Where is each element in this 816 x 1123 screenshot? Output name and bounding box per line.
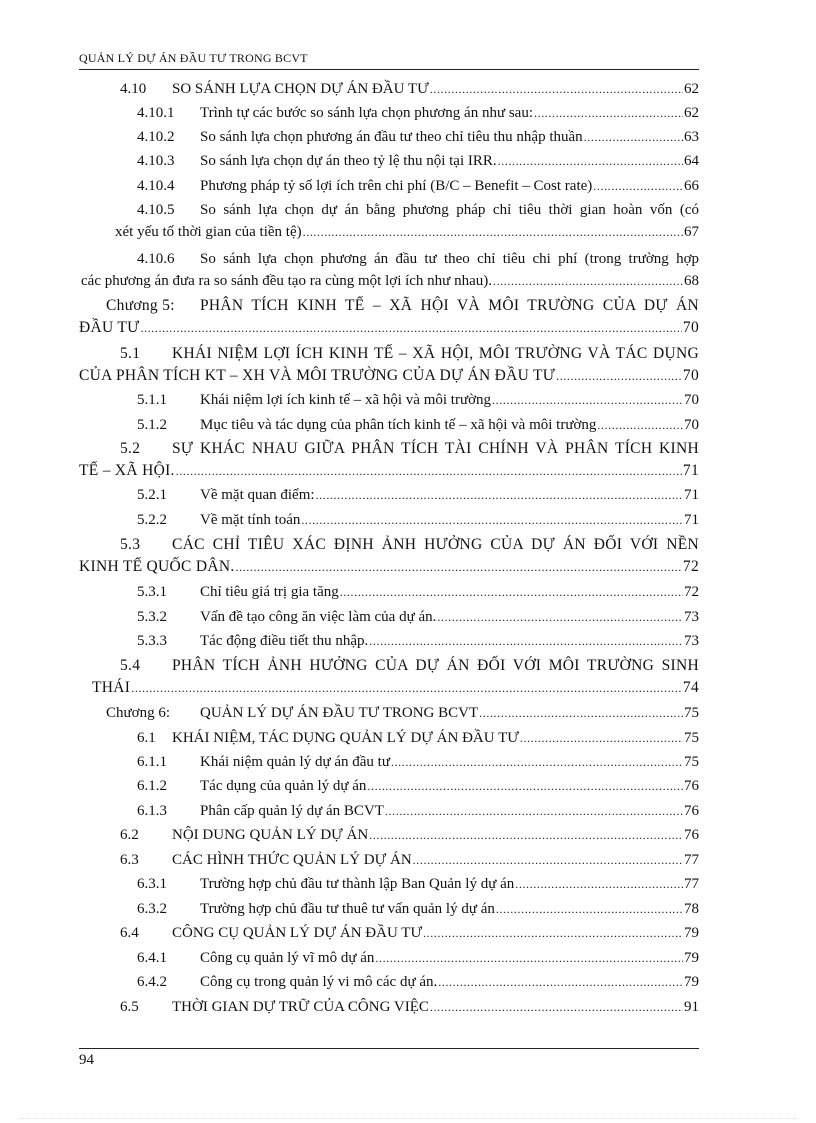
toc-entry-title: PHÂN TÍCH ẢNH HƯỞNG CỦA DỰ ÁN ĐỐI VỚI MÔI TRƯỜNG SINH	[172, 657, 699, 674]
toc-entry-page: 72	[682, 558, 699, 575]
toc-entry-number: 4.10.5	[137, 202, 175, 218]
toc-entry-title-continued: TẾ – XÃ HỘI.	[79, 462, 175, 479]
toc-entry[interactable]	[79, 996, 699, 1018]
toc-entry-page: 71	[684, 512, 699, 528]
toc-leader-dots	[375, 947, 683, 969]
toc-entry-title-continued: CỦA PHÂN TÍCH KT – XH VÀ MÔI TRƯỜNG CỦA DỰ ÁN ĐẦU TƯ	[79, 367, 556, 384]
toc-leader-dots	[369, 630, 683, 652]
toc-entry-page: 70	[684, 392, 699, 408]
toc-entry-title: Mục tiêu và tác dụng của phân tích kinh tế – xã hội và môi trường	[200, 417, 597, 433]
toc-entry-page: 79	[684, 950, 699, 966]
toc-entry-number: Chương 6:	[106, 705, 170, 721]
toc-entry-number: 5.2.2	[137, 512, 167, 528]
toc-entry-page: 74	[682, 679, 699, 696]
toc-entry-page: 62	[684, 81, 699, 97]
page-edge-divider	[20, 1118, 796, 1119]
toc-entry-page: 70	[682, 319, 699, 336]
toc-entry-number: 6.4.2	[137, 974, 167, 990]
toc-leader-dots	[385, 800, 683, 822]
toc-entry-title: Tác dụng của quản lý dự án	[200, 778, 367, 794]
toc-entry-title: Về mặt quan điểm:	[200, 487, 315, 503]
toc-entry-page: 76	[684, 803, 699, 819]
toc-leader-dots	[496, 898, 683, 920]
toc-entry-page: 75	[684, 705, 699, 721]
toc-entry-page: 77	[684, 876, 699, 892]
toc-entry-title-continued: xét yếu tố thời gian của tiền tệ)	[115, 224, 302, 240]
toc-entry-page: 73	[684, 633, 699, 649]
toc-entry[interactable]	[79, 414, 699, 436]
toc-entry-title: QUẢN LÝ DỰ ÁN ĐẦU TƯ TRONG BCVT	[200, 705, 479, 721]
toc-entry[interactable]	[79, 175, 699, 197]
toc-entry[interactable]	[79, 484, 699, 506]
toc-entry-number: 4.10	[120, 81, 147, 97]
toc-entry-page: 79	[684, 925, 699, 941]
toc-leader-dots	[556, 365, 682, 387]
toc-entry[interactable]	[79, 922, 699, 944]
toc-leader-dots	[438, 971, 683, 993]
toc-leader-dots	[593, 175, 683, 197]
toc-entry[interactable]	[79, 295, 699, 339]
toc-entry-number: 6.4	[120, 925, 139, 941]
toc-leader-dots	[498, 150, 683, 172]
toc-leader-dots	[176, 460, 682, 482]
toc-entry-number: 5.2.1	[137, 487, 167, 503]
toc-entry[interactable]	[79, 655, 699, 699]
toc-leader-dots	[492, 389, 683, 411]
toc-entry-page: 71	[682, 462, 699, 479]
toc-leader-dots	[597, 414, 683, 436]
toc-entry-title: KHÁI NIỆM, TÁC DỤNG QUẢN LÝ DỰ ÁN ĐẦU TƯ	[172, 730, 519, 746]
toc-entry[interactable]	[79, 534, 699, 578]
toc-entry-number: 6.1.2	[137, 778, 167, 794]
toc-entry-title: So sánh lựa chọn dự án theo tỷ lệ thu nội tại IRR.	[200, 153, 497, 169]
toc-leader-dots	[430, 78, 683, 100]
toc-entry-number: 5.3.1	[137, 584, 167, 600]
toc-entry[interactable]	[79, 702, 699, 724]
toc-entry-number: 6.1	[137, 730, 156, 746]
toc-entry[interactable]	[79, 727, 699, 749]
toc-entry-title: Khái niệm quản lý dự án đầu tư	[200, 754, 390, 770]
toc-entry-number: 6.2	[120, 827, 139, 843]
toc-entry-title: Chỉ tiêu giá trị gia tăng	[200, 584, 339, 600]
toc-entry[interactable]	[79, 824, 699, 846]
toc-entry-page: 91	[684, 999, 699, 1015]
toc-entry[interactable]	[79, 248, 699, 292]
toc-entry-number: 5.2	[120, 440, 141, 457]
toc-entry-number: Chương 5:	[106, 297, 175, 314]
toc-entry-title: THỜI GIAN DỰ TRỮ CỦA CÔNG VIỆC	[172, 999, 429, 1015]
toc-entry-number: 6.4.1	[137, 950, 167, 966]
toc-entry-title: Tác động điều tiết thu nhập.	[200, 633, 369, 649]
toc-entry-number: 5.3.2	[137, 609, 167, 625]
toc-entry-page: 75	[684, 730, 699, 746]
page-number: 94	[79, 1052, 94, 1068]
toc-leader-dots	[413, 849, 683, 871]
toc-entry-title: So sánh lựa chọn dự án bằng phương pháp chỉ tiêu thời gian hoàn vốn (có	[200, 202, 699, 218]
toc-entry-number: 4.10.4	[137, 178, 175, 194]
toc-entry-number: 5.3	[120, 536, 141, 553]
toc-leader-dots	[316, 484, 683, 506]
toc-entry-title: Trình tự các bước so sánh lựa chọn phương án như sau:	[200, 105, 533, 121]
toc-entry-number: 4.10.2	[137, 129, 175, 145]
toc-entry[interactable]	[79, 199, 699, 243]
toc-leader-dots	[301, 509, 683, 531]
toc-entry[interactable]	[79, 751, 699, 773]
toc-entry-title: KHÁI NIỆM LỢI ÍCH KINH TẾ – XÃ HỘI, MÔI TRƯỜNG VÀ TÁC DỤNG	[172, 345, 699, 362]
toc-entry-page: 76	[684, 827, 699, 843]
toc-entry-title: CÔNG CỤ QUẢN LÝ DỰ ÁN ĐẦU TƯ	[172, 925, 423, 941]
toc-entry-page: 64	[684, 153, 699, 169]
toc-entry[interactable]	[79, 581, 699, 603]
toc-entry[interactable]	[79, 102, 699, 124]
toc-entry-page: 77	[684, 852, 699, 868]
toc-entry[interactable]	[79, 78, 699, 100]
toc-entry-title: Khái niệm lợi ích kinh tế – xã hội và môi trường	[200, 392, 492, 408]
toc-entry-title-continued: KINH TẾ QUỐC DÂN.	[79, 558, 235, 575]
toc-entry-number: 4.10.1	[137, 105, 175, 121]
toc-entry-page: 71	[684, 487, 699, 503]
toc-entry-page: 75	[684, 754, 699, 770]
toc-entry[interactable]	[79, 800, 699, 822]
toc-leader-dots	[493, 270, 683, 292]
toc-entry-page: 70	[684, 417, 699, 433]
toc-entry-page: 63	[684, 129, 699, 145]
toc-entry[interactable]	[79, 775, 699, 797]
toc-entry[interactable]	[79, 389, 699, 411]
toc-entry-number: 6.1.1	[137, 754, 167, 770]
toc-leader-dots	[140, 317, 681, 339]
toc-entry-title: SỰ KHÁC NHAU GIỮA PHÂN TÍCH TÀI CHÍNH VÀ PHÂN TÍCH KINH	[172, 440, 699, 457]
toc-entry[interactable]	[79, 343, 699, 387]
toc-entry-title: NỘI DUNG QUẢN LÝ DỰ ÁN	[172, 827, 369, 843]
toc-entry-page: 76	[684, 778, 699, 794]
running-header: QUẢN LÝ DỰ ÁN ĐẦU TƯ TRONG BCVT	[79, 51, 699, 70]
toc-entry-number: 5.4	[120, 657, 141, 674]
toc-entry[interactable]	[79, 606, 699, 628]
toc-leader-dots	[369, 824, 683, 846]
toc-entry-number: 5.3.3	[137, 633, 167, 649]
toc-entry[interactable]	[79, 438, 699, 482]
toc-entry-page: 72	[684, 584, 699, 600]
toc-entry-title-continued: THÁI	[92, 679, 131, 696]
toc-entry-number: 6.1.3	[137, 803, 167, 819]
toc-leader-dots	[367, 775, 683, 797]
toc-entry[interactable]	[79, 898, 699, 920]
toc-entry-page: 68	[684, 273, 699, 289]
toc-entry[interactable]	[79, 849, 699, 871]
toc-entry-title: So sánh lựa chọn phương án đầu tư theo chỉ tiêu chi phí (trong trường hợp	[200, 251, 699, 267]
toc-entry-page: 66	[684, 178, 699, 194]
toc-entry-title: Công cụ quản lý vĩ mô dự án	[200, 950, 375, 966]
toc-entry-page: 78	[684, 901, 699, 917]
toc-entry-title: Trường hợp chủ đầu tư thành lập Ban Quản lý dự án	[200, 876, 515, 892]
toc-entry-title-continued: các phương án đưa ra so sánh đều tạo ra cùng một lợi ích như nhau).	[81, 273, 492, 289]
toc-entry-page: 70	[682, 367, 699, 384]
toc-entry-title: Về mặt tính toán	[200, 512, 301, 528]
toc-entry[interactable]	[79, 630, 699, 652]
toc-leader-dots	[584, 126, 683, 148]
toc-entry-number: 6.3.1	[137, 876, 167, 892]
toc-leader-dots	[479, 702, 683, 724]
toc-entry-number: 6.3	[120, 852, 139, 868]
toc-entry-title: Vấn đề tạo công ăn việc làm của dự án.	[200, 609, 437, 625]
toc-entry-title: So sánh lựa chọn phương án đầu tư theo chỉ tiêu thu nhập thuần	[200, 129, 583, 145]
toc-entry-number: 4.10.6	[137, 251, 175, 267]
toc-leader-dots	[534, 102, 683, 124]
toc-entry-number: 4.10.3	[137, 153, 175, 169]
toc-entry-title: CÁC HÌNH THỨC QUẢN LÝ DỰ ÁN	[172, 852, 412, 868]
toc-entry-number: 5.1	[120, 345, 141, 362]
toc-entry-title: Công cụ trong quản lý vi mô các dự án.	[200, 974, 438, 990]
toc-leader-dots	[340, 581, 683, 603]
toc-entry-title: PHÂN TÍCH KINH TẾ – XÃ HỘI VÀ MÔI TRƯỜNG CỦA DỰ ÁN	[200, 297, 699, 314]
toc-leader-dots	[236, 556, 682, 578]
toc-leader-dots	[303, 221, 683, 243]
toc-entry-page: 62	[684, 105, 699, 121]
toc-leader-dots	[520, 727, 683, 749]
footer-rule	[79, 1048, 699, 1049]
toc-entry-title: SO SÁNH LỰA CHỌN DỰ ÁN ĐẦU TƯ	[172, 81, 429, 97]
toc-leader-dots	[515, 873, 683, 895]
toc-entry-title: Phân cấp quản lý dự án BCVT	[200, 803, 384, 819]
toc-entry-number: 6.5	[120, 999, 139, 1015]
toc-entry-title-continued: ĐẦU TƯ	[79, 319, 140, 336]
toc-entry-number: 6.3.2	[137, 901, 167, 917]
toc-entry[interactable]	[79, 509, 699, 531]
toc-entry[interactable]	[79, 126, 699, 148]
toc-entry-page: 79	[684, 974, 699, 990]
toc-leader-dots	[131, 677, 682, 699]
toc-entry[interactable]	[79, 873, 699, 895]
toc-entry[interactable]	[79, 150, 699, 172]
toc-entry-page: 67	[684, 224, 699, 240]
toc-entry-title: CÁC CHỈ TIÊU XÁC ĐỊNH ẢNH HƯỞNG CỦA DỰ ÁN ĐỐI VỚI NỀN	[172, 536, 699, 553]
toc-leader-dots	[423, 922, 683, 944]
toc-entry[interactable]	[79, 971, 699, 993]
toc-entry-number: 5.1.1	[137, 392, 167, 408]
toc-leader-dots	[437, 606, 683, 628]
toc-entry-number: 5.1.2	[137, 417, 167, 433]
toc-entry-title: Phương pháp tỷ số lợi ích trên chi phí (B/C – Benefit – Cost rate)	[200, 178, 593, 194]
toc-leader-dots	[430, 996, 683, 1018]
toc-leader-dots	[391, 751, 683, 773]
toc-entry-title: Trường hợp chủ đầu tư thuê tư vấn quản lý dự án	[200, 901, 495, 917]
toc-entry-page: 73	[684, 609, 699, 625]
toc-entry[interactable]	[79, 947, 699, 969]
